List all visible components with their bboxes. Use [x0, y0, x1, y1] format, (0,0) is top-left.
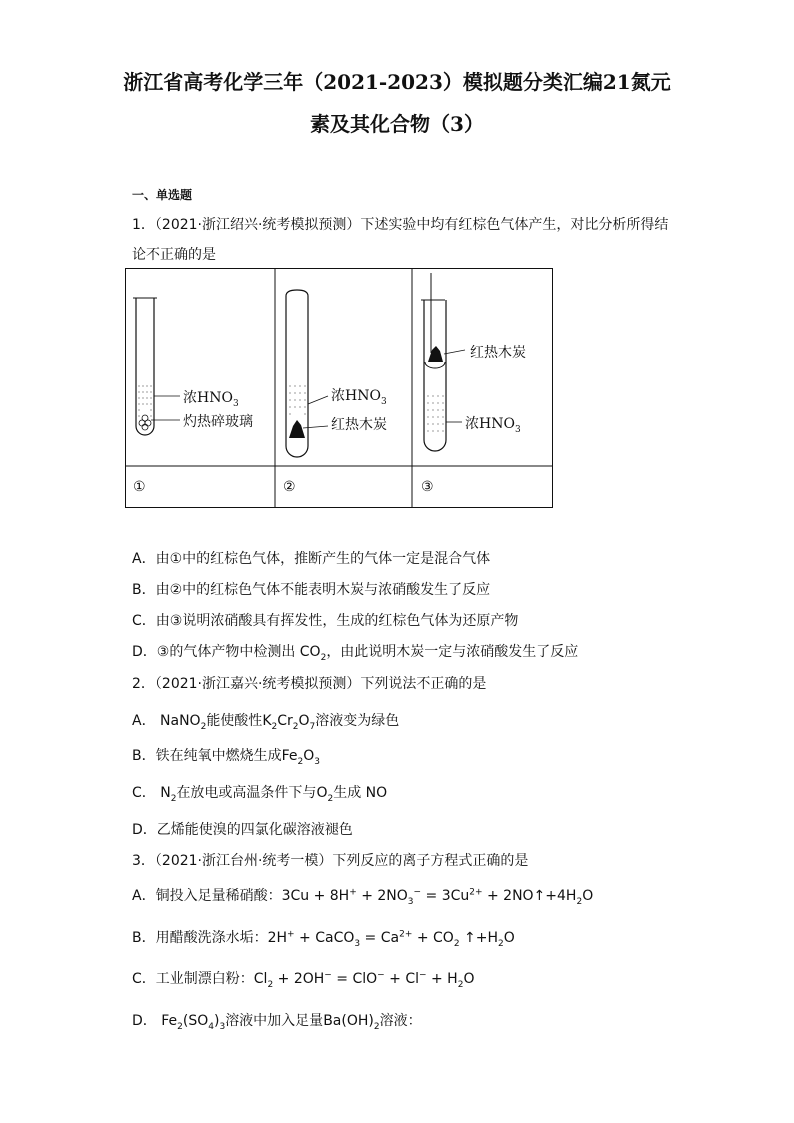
q3-option-b: B．用醋酸洗涤水垢：2H+ + CaCO$_3$ = $Ca^{2+} + CO_2$ $↑+H_2O$ [132, 929, 515, 949]
experiment-figure [125, 268, 553, 508]
q3-option-c: C．工业制漂白粉：$Cl_2 + 2OH^- = ClO^- + Cl^- + H_2O$ [132, 970, 475, 990]
q1-option-b: B．由②中的红棕色气体不能表明木炭与浓硝酸发生了反应 [132, 582, 491, 598]
q1-option-c: C．由③说明浓硝酸具有挥发性，生成的红棕色气体为还原产物 [132, 613, 519, 629]
q3-stem: 3．（2021·浙江台州·统考一模）下列反应的离子方程式正确的是 [132, 853, 529, 869]
tube3-acid-label: 浓$HNO_3$ [465, 416, 521, 435]
q3-option-a: A．铜投入足量稀硝酸：$3Cu + 8H^+ + 2NO_3^- = 3Cu^{2+}$ + $2NO↑+4H_2O$ [132, 887, 594, 907]
charcoal-2 [289, 420, 305, 438]
q2-option-b: B．铁在纯氧中燃烧生成$Fe_2O_3$ [132, 748, 321, 767]
q2-stem: 2．（2021·浙江嘉兴·统考模拟预测）下列说法不正确的是 [132, 676, 487, 692]
charcoal-3 [428, 346, 443, 362]
q1-option-d: D．③的气体产物中检测出 $CO_2$，由此说明木炭一定与浓硝酸发生了反应 [132, 644, 579, 663]
test-tube-2 [286, 290, 328, 457]
q1-stem-line2: 论不正确的是 [132, 247, 216, 263]
q2-option-c: C． $N_2$在放电或高温条件下与$O_2$生成 NO [132, 785, 388, 804]
q1-option-a: A．由①中的红棕色气体，推断产生的气体一定是混合气体 [132, 551, 491, 567]
doc-title-line1: 浙江省高考化学三年（2021-2023）模拟题分类汇编21氮元 [123, 70, 671, 94]
figure-col2-label: ② [283, 479, 296, 495]
figure-col3-label: ③ [421, 479, 434, 495]
section-heading: 一、单选题 [132, 188, 193, 202]
tube3-solid-label: 红热木炭 [470, 345, 526, 361]
q1-stem-line1: 1．（2021·浙江绍兴·统考模拟预测）下述实验中均有红棕色气体产生，对比分析所得结 [132, 217, 669, 233]
figure-col1-label: ① [133, 479, 146, 495]
tube2-acid-label: 浓$HNO_3$ [331, 388, 387, 407]
q2-option-d: D．乙烯能使溴的四氯化碳溶液褪色 [132, 822, 353, 838]
tube2-solid-label: 红热木炭 [331, 417, 387, 433]
test-tube-3 [421, 273, 465, 451]
q2-option-a: A． NaNO$_2$能使酸性$K_2Cr_2O_7$溶液变为绿色 [132, 713, 400, 732]
test-tube-1 [133, 298, 180, 435]
q3-option-d: D． $Fe_2(SO_4)_3$溶液中加入足量$Ba(OH)_2$溶液： [132, 1013, 422, 1032]
doc-title-line2: 素及其化合物（3） [310, 112, 484, 136]
tube1-solid-label: 灼热碎玻璃 [183, 414, 253, 430]
tube1-acid-label: 浓$HNO_3$ [183, 390, 239, 409]
